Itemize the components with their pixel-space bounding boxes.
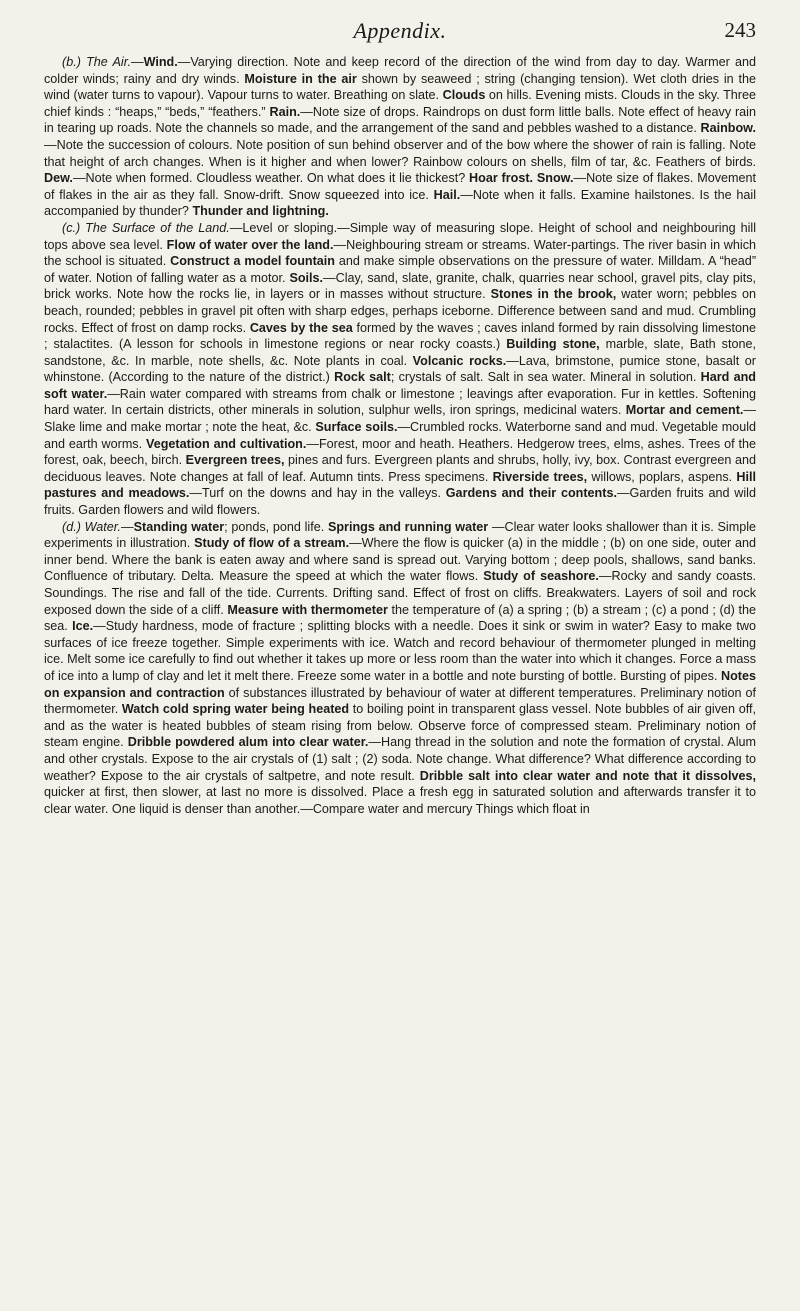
paragraph-text: —Garden fruits and wild fruits. Garden flowers and wild flowers.: [44, 486, 756, 518]
body-text: [44, 54, 756, 817]
paragraph-text: —Varying direction. Note and keep record of the direction of the wind from day to day. Warmer and colder winds; rainy and dry winds.: [44, 55, 756, 86]
paragraph-text: —Clear water looks shallower than it is. Simple experiments in illustration.: [44, 519, 756, 551]
paragraph-text: ; crystals of salt. Salt in sea water. Mineral in solution.: [390, 370, 701, 385]
paragraph-air: [44, 54, 756, 220]
paragraph-text: —Crumbled rocks. Waterborne sand and mud. Vegetable mould and earth worms.: [44, 420, 756, 451]
paragraph-surface-of-land: [44, 220, 756, 519]
topic-heading: Volcanic rocks.: [412, 353, 507, 368]
topic-heading: Dribble salt into clear water and note that it dissolves,: [419, 768, 756, 783]
page-number: 243: [724, 18, 756, 42]
running-title: Appendix.: [353, 18, 447, 43]
paragraph-text: pines and furs. Evergreen plants and shrubs, holly, ivy, box. Contrast evergreen and deciduous leaves. Note changes at fall of leaf. Autumn tints. Press specimens.: [44, 453, 756, 484]
topic-heading: Wind.: [143, 55, 178, 69]
section-label: (b.) The Air.: [62, 55, 131, 69]
paragraph-text: —: [121, 519, 134, 534]
topic-heading: Moisture in the air: [244, 71, 357, 86]
paragraph-text: willows, poplars, aspens.: [587, 469, 737, 484]
topic-heading: Riverside trees,: [492, 469, 588, 484]
topic-heading: Soils.: [289, 270, 324, 285]
topic-heading: Vegetation and cultivation.: [146, 436, 307, 451]
paragraph-text: of substances illustrated by behaviour of water at different temperatures. Preliminary notion of thermometer.: [44, 685, 756, 717]
topic-heading: Study of seashore.: [483, 569, 599, 584]
paragraph-text: shown by seaweed ; string (changing tension). Wet cloth dries in the wind (water turns to vapour). Vapour turns to water. Breathing on slate.: [44, 71, 756, 103]
topic-heading: Stones in the brook,: [490, 287, 617, 302]
topic-heading: Study of flow of a stream.: [194, 536, 350, 551]
paragraph-text: —Study hardness, mode of fracture ; splitting blocks with a needle. Does it sink or swim in water? Easy to make two surfaces of ice freeze together. Simple experiments with ice. Watch and record behaviour of thermometer plunged in melting ice. Melt some ice carefully to find out whether it takes up more or less room than the water into which it changes. Force a mass of ice into a lump of clay and let it melt there. Freeze some water in a bottle and note bursting of bottle. Bursting of pipes.: [44, 619, 756, 683]
paragraph-text: —Where the flow is quicker (a) in the middle ; (b) on one side, outer and inner bend. Where the bank is eaten away and where sand is spread out. Varying bottom ; deep pools, shallows, sand banks. Confluence of tributary. Delta. Measure the speed at which the water flows.: [44, 536, 756, 584]
topic-heading: Rock salt: [334, 370, 391, 385]
paragraph-text: the temperature of (a) a spring ; (b) a stream ; (c) a pond ; (d) the sea.: [44, 602, 756, 634]
book-page: [44, 18, 756, 1298]
topic-heading: Hill pastures and meadows.: [44, 469, 756, 501]
topic-heading: Gardens and their contents.: [445, 486, 617, 501]
topic-heading: Flow of water over the land.: [166, 237, 334, 252]
paragraph-text: —Note the succession of colours. Note position of sun behind observer and of the bow where the shower of rain is falling. Note that height of arch changes. When is it higher and when lower? Rainbow colours on shells, film of tar, &c. Feathers of birds.: [44, 137, 756, 169]
paragraph-text: —Rocky and sandy coasts. Soundings. The rise and fall of the tide. Currents. Drifting sand. Effect of frost on cliffs. Breakwaters. Layers of soil and rock exposed down the side of a cliff.: [44, 569, 756, 617]
topic-heading: Springs and running water: [327, 519, 489, 534]
paragraph-text: —Lava, brimstone, pumice stone, basalt or whinstone. (According to the nature of the district.): [44, 353, 756, 385]
topic-heading: Hoar frost.: [469, 171, 534, 186]
paragraph-text: —Turf on the downs and hay in the valleys.: [189, 486, 446, 501]
paragraph-text: —Note size of flakes. Movement of flakes in the air as they fall. Snow-drift. Snow squeezed into ice.: [44, 171, 756, 202]
topic-heading: Watch cold spring water being heated: [121, 702, 350, 717]
paragraph-text: ; ponds, pond life.: [224, 519, 328, 534]
paragraph-text: —Neighbouring stream or streams. Water-partings. The river basin in which the school is situated.: [44, 237, 756, 269]
topic-heading: Construct a model fountain: [170, 254, 335, 269]
paragraph-text: marble, slate, Bath stone, sandstone, &c. In marble, note shells, &c. Note plants in coal.: [44, 337, 756, 368]
paragraph-text: and make simple observations on the pressure of water. Milldam. A “head” of water. Notion of falling water as a motor.: [44, 254, 756, 285]
topic-heading: Snow.: [536, 171, 574, 186]
topic-heading: Standing water: [133, 519, 225, 534]
topic-heading: Mortar and cement.: [625, 403, 744, 418]
paragraph-text: —Note when formed. Cloudless weather. On what does it lie thickest?: [72, 171, 470, 186]
topic-heading: Hard and soft water.: [44, 370, 756, 401]
topic-heading: Thunder and lightning.: [192, 204, 329, 219]
topic-heading: Rainbow.: [700, 121, 756, 136]
paragraph-text: —Slake lime and make mortar ; note the heat, &c.: [44, 403, 756, 435]
paragraph-text: —Level or sloping.—Simple way of measuring slope. Height of school and neighbouring hill tops above sea level.: [44, 220, 756, 252]
section-label: (d.) Water.: [62, 519, 122, 534]
topic-heading: Dribble powdered alum into clear water.: [127, 735, 369, 750]
paragraph-text: to boiling point in transparent glass vessel. Note bubbles of air given off, and as the water is heated bubbles of steam rising from below. Observe force of compressed steam. Preliminary notion of steam engine.: [44, 702, 756, 750]
topic-heading: Dew.: [44, 171, 73, 186]
paragraph-water: [44, 519, 756, 818]
topic-heading: Clouds: [442, 88, 486, 103]
paragraph-text: —Forest, moor and heath. Heathers. Hedgerow trees, elms, ashes. Trees of the forest, oak, beech, birch.: [44, 436, 756, 468]
paragraph-text: —Note when it falls. Examine hailstones. Is the hail accompanied by thunder?: [44, 187, 756, 219]
paragraph-text: —Rain water compared with streams from chalk or limestone ; leavings after evaporation. Fur in kettles. Softening hard water. In certain districts, other minerals in solution, sulphur wells, iron springs, medicinal waters.: [44, 386, 756, 418]
topic-heading: Hail.: [433, 187, 461, 202]
paragraph-text: —Note size of drops. Raindrops on dust form little balls. Note effect of heavy rain in tearing up roads. Note the channels so made, and the arrangement of the sand and pebbles washed to a distance.: [44, 104, 756, 136]
paragraph-text: on hills. Evening mists. Clouds in the sky. Three chief kinds : “heaps,” “beds,” “feathers.”: [44, 88, 756, 119]
topic-heading: Rain.: [269, 104, 301, 119]
topic-heading: Caves by the sea: [249, 320, 353, 335]
paragraph-text: —Hang thread in the solution and note the formation of crystal. Alum and other crystals. Expose to the air crystals of (1) salt ; (2) soda. Note change. What difference? What difference according to weather? Expose to the air crystals of saltpetre, and note result.: [44, 735, 756, 783]
paragraph-text: —: [130, 55, 144, 69]
topic-heading: Building stone,: [506, 337, 600, 352]
section-label: (c.) The Surface of the Land.: [62, 220, 230, 235]
topic-heading: Notes on expansion and contraction: [44, 668, 756, 700]
paragraph-text: formed by the waves ; caves inland formed by rain dissolving limestone ; stalactites. (A lesson for schools in limestone regions or near rocky coasts.): [44, 320, 756, 352]
paragraph-text: —Clay, sand, slate, granite, chalk, quarries near school, gravel pits, clay pits, brick works. Note how the rocks lie, in layers or in masses without structure.: [44, 270, 756, 302]
topic-heading: Evergreen trees,: [185, 453, 285, 468]
topic-heading: Ice.: [72, 619, 94, 634]
topic-heading: Surface soils.: [315, 420, 398, 435]
paragraph-text: water worn; pebbles on beach, rounded; pebbles in gravel pit often with sharp edges, perhaps iceborne. Difference between sand and mud. Crumbling rocks. Effect of frost on damp rocks.: [44, 287, 756, 335]
topic-heading: Measure with thermometer: [227, 602, 388, 617]
running-head: [44, 18, 756, 48]
paragraph-text: quicker at first, then slower, at last no more is dissolved. Place a fresh egg in saturated solution and afterwards transfer it to clear water. One liquid is denser than another.—Compare water and mercury Things which float in: [44, 785, 756, 816]
